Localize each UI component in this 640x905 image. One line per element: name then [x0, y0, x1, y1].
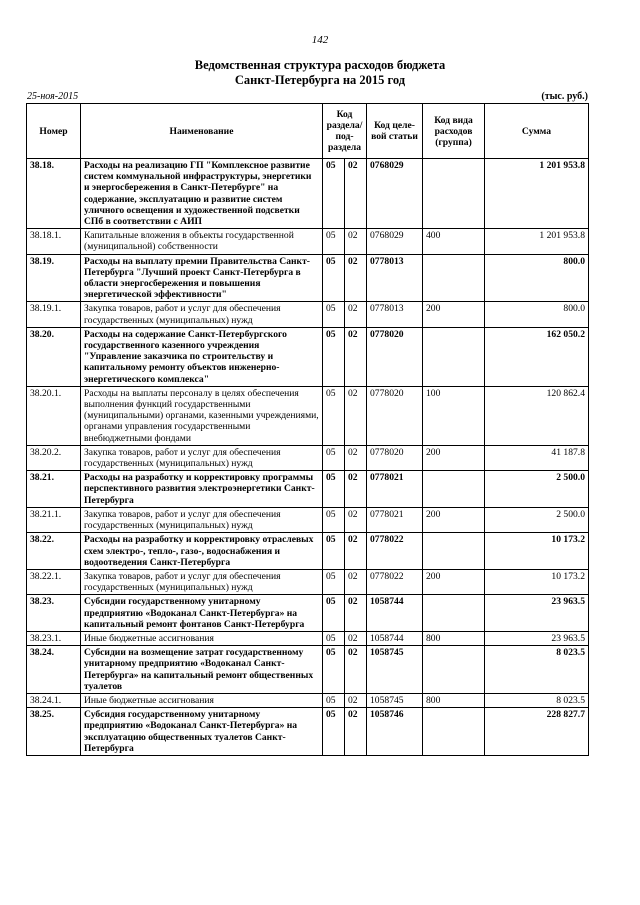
row-subsection: 02	[345, 693, 367, 707]
row-target-code: 0768029	[367, 159, 423, 229]
header-number: Номер	[27, 104, 81, 159]
table-row	[27, 327, 589, 386]
row-subsection: 02	[345, 254, 367, 302]
table-row	[27, 471, 589, 508]
row-target-code: 0778020	[367, 386, 423, 445]
header-name: Наименование	[81, 104, 323, 159]
row-sum: 1 201 953.8	[485, 229, 589, 254]
row-name: Субсидии на возмещение затрат государственному унитарному предприятию «Водоканал Санкт-Петербурга» на капитальный ремонт общественных туалетов	[81, 646, 323, 694]
row-section: 05	[323, 302, 345, 327]
row-target-code: 1058744	[367, 631, 423, 645]
row-subsection: 02	[345, 507, 367, 532]
row-number: 38.23.	[27, 595, 81, 632]
row-section: 05	[323, 693, 345, 707]
row-number: 38.20.	[27, 327, 81, 386]
table-row	[27, 159, 589, 229]
row-number: 38.21.1.	[27, 507, 81, 532]
row-expense-type: 800	[423, 693, 485, 707]
row-name: Субсидии государственному унитарному предприятию «Водоканал Санкт-Петербурга» на капитальный ремонт фонтанов Санкт-Петербурга	[81, 595, 323, 632]
row-section: 05	[323, 254, 345, 302]
row-target-code: 0778020	[367, 445, 423, 470]
row-target-code: 0778020	[367, 327, 423, 386]
row-section: 05	[323, 229, 345, 254]
row-name: Расходы на содержание Санкт-Петербургского государственного казенного учреждения "Управление заказчика по строительству и капитальному ремонту объектов инженерно-энергетического комплекса"	[81, 327, 323, 386]
row-section: 05	[323, 507, 345, 532]
row-subsection: 02	[345, 708, 367, 756]
row-name: Закупка товаров, работ и услуг для обеспечения государственных (муниципальных) нужд	[81, 507, 323, 532]
row-section: 05	[323, 386, 345, 445]
row-sum: 1 201 953.8	[485, 159, 589, 229]
row-section: 05	[323, 159, 345, 229]
table-row	[27, 595, 589, 632]
table-row	[27, 445, 589, 470]
row-expense-type	[423, 159, 485, 229]
table-row	[27, 229, 589, 254]
row-name: Расходы на выплаты персоналу в целях обеспечения выполнения функций государственными (муниципальными) органами, казенными учреждениями, органами управления государственными внебюджетными фондами	[81, 386, 323, 445]
table-row	[27, 386, 589, 445]
row-name: Иные бюджетные ассигнования	[81, 693, 323, 707]
header-section: Код раздела/ под-раздела	[323, 104, 367, 159]
table-row	[27, 708, 589, 756]
table-row	[27, 507, 589, 532]
row-number: 38.21.	[27, 471, 81, 508]
row-number: 38.24.	[27, 646, 81, 694]
header-type: Код вида расходов (группа)	[423, 104, 485, 159]
table-row	[27, 254, 589, 302]
units-label: (тыс. руб.)	[541, 91, 588, 102]
row-section: 05	[323, 471, 345, 508]
row-target-code: 0778021	[367, 507, 423, 532]
budget-table	[26, 103, 589, 756]
document-date: 25-ноя-2015	[27, 91, 79, 102]
table-row	[27, 646, 589, 694]
header-sum: Сумма	[485, 104, 589, 159]
row-number: 38.22.	[27, 533, 81, 570]
row-subsection: 02	[345, 327, 367, 386]
row-target-code: 0778013	[367, 254, 423, 302]
row-section: 05	[323, 708, 345, 756]
row-expense-type	[423, 254, 485, 302]
row-expense-type	[423, 471, 485, 508]
row-number: 38.20.1.	[27, 386, 81, 445]
row-sum: 120 862.4	[485, 386, 589, 445]
row-subsection: 02	[345, 631, 367, 645]
row-subsection: 02	[345, 533, 367, 570]
row-number: 38.23.1.	[27, 631, 81, 645]
row-subsection: 02	[345, 646, 367, 694]
table-row	[27, 569, 589, 594]
row-expense-type: 200	[423, 445, 485, 470]
document-title	[0, 58, 640, 88]
row-name: Закупка товаров, работ и услуг для обеспечения государственных (муниципальных) нужд	[81, 445, 323, 470]
row-subsection: 02	[345, 471, 367, 508]
row-sum: 2 500.0	[485, 471, 589, 508]
row-subsection: 02	[345, 595, 367, 632]
row-number: 38.19.1.	[27, 302, 81, 327]
row-expense-type: 400	[423, 229, 485, 254]
row-name: Иные бюджетные ассигнования	[81, 631, 323, 645]
row-name: Расходы на реализацию ГП "Комплексное развитие систем коммунальной инфраструктуры, энергетики и энергосбережения в Санкт-Петербурге" на содержание, эксплуатацию и развитие систем уличного освещения и художественной подсветки СПб в соответствии с АИП	[81, 159, 323, 229]
row-sum: 8 023.5	[485, 646, 589, 694]
row-section: 05	[323, 646, 345, 694]
row-name: Субсидия государственному унитарному предприятию «Водоканал Санкт-Петербурга» на эксплуатацию общественных туалетов Санкт-Петербурга	[81, 708, 323, 756]
row-number: 38.25.	[27, 708, 81, 756]
row-sum: 162 050.2	[485, 327, 589, 386]
title-line-2: Санкт-Петербурга на 2015 год	[234, 73, 406, 87]
row-target-code: 1058745	[367, 646, 423, 694]
row-section: 05	[323, 595, 345, 632]
row-sum: 23 963.5	[485, 631, 589, 645]
row-target-code: 0778021	[367, 471, 423, 508]
row-expense-type	[423, 708, 485, 756]
row-target-code: 1058746	[367, 708, 423, 756]
row-subsection: 02	[345, 445, 367, 470]
row-expense-type	[423, 646, 485, 694]
row-number: 38.20.2.	[27, 445, 81, 470]
row-number: 38.24.1.	[27, 693, 81, 707]
row-target-code: 0778022	[367, 569, 423, 594]
row-subsection: 02	[345, 302, 367, 327]
row-sum: 41 187.8	[485, 445, 589, 470]
row-section: 05	[323, 445, 345, 470]
title-line-1: Ведомственная структура расходов бюджета	[194, 58, 446, 72]
row-name: Капитальные вложения в объекты государственной (муниципальной) собственности	[81, 229, 323, 254]
row-number: 38.18.	[27, 159, 81, 229]
row-number: 38.18.1.	[27, 229, 81, 254]
row-sum: 2 500.0	[485, 507, 589, 532]
row-target-code: 0768029	[367, 229, 423, 254]
row-expense-type: 200	[423, 302, 485, 327]
row-sum: 800.0	[485, 302, 589, 327]
row-expense-type	[423, 533, 485, 570]
row-expense-type: 800	[423, 631, 485, 645]
table-header-row	[27, 104, 589, 159]
row-sum: 23 963.5	[485, 595, 589, 632]
row-expense-type: 100	[423, 386, 485, 445]
page-number: 142	[311, 34, 329, 46]
table-row	[27, 693, 589, 707]
row-expense-type: 200	[423, 507, 485, 532]
row-section: 05	[323, 327, 345, 386]
row-section: 05	[323, 533, 345, 570]
row-subsection: 02	[345, 569, 367, 594]
row-target-code: 1058744	[367, 595, 423, 632]
row-name: Расходы на выплату премии Правительства Санкт-Петербурга "Лучший проект Санкт-Петербурга в области энергосбережения и повышения энергетической эффективности"	[81, 254, 323, 302]
row-subsection: 02	[345, 229, 367, 254]
table-body	[27, 159, 589, 756]
row-number: 38.22.1.	[27, 569, 81, 594]
row-expense-type	[423, 327, 485, 386]
row-sum: 8 023.5	[485, 693, 589, 707]
table-row	[27, 631, 589, 645]
row-sum: 800.0	[485, 254, 589, 302]
row-subsection: 02	[345, 159, 367, 229]
row-expense-type: 200	[423, 569, 485, 594]
row-number: 38.19.	[27, 254, 81, 302]
row-expense-type	[423, 595, 485, 632]
row-name: Расходы на разработку и корректировку отраслевых схем электро-, тепло-, газо-, водоснабжения и водоотведения Санкт-Петербурга	[81, 533, 323, 570]
row-target-code: 1058745	[367, 693, 423, 707]
header-target: Код целе-вой статьи	[367, 104, 423, 159]
row-name: Расходы на разработку и корректировку программы перспективного развития электроэнергетики Санкт-Петербурга	[81, 471, 323, 508]
row-subsection: 02	[345, 386, 367, 445]
row-target-code: 0778013	[367, 302, 423, 327]
row-name: Закупка товаров, работ и услуг для обеспечения государственных (муниципальных) нужд	[81, 569, 323, 594]
row-section: 05	[323, 631, 345, 645]
row-sum: 10 173.2	[485, 533, 589, 570]
row-name: Закупка товаров, работ и услуг для обеспечения государственных (муниципальных) нужд	[81, 302, 323, 327]
table-row	[27, 302, 589, 327]
row-target-code: 0778022	[367, 533, 423, 570]
table-row	[27, 533, 589, 570]
row-sum: 228 827.7	[485, 708, 589, 756]
row-sum: 10 173.2	[485, 569, 589, 594]
row-section: 05	[323, 569, 345, 594]
